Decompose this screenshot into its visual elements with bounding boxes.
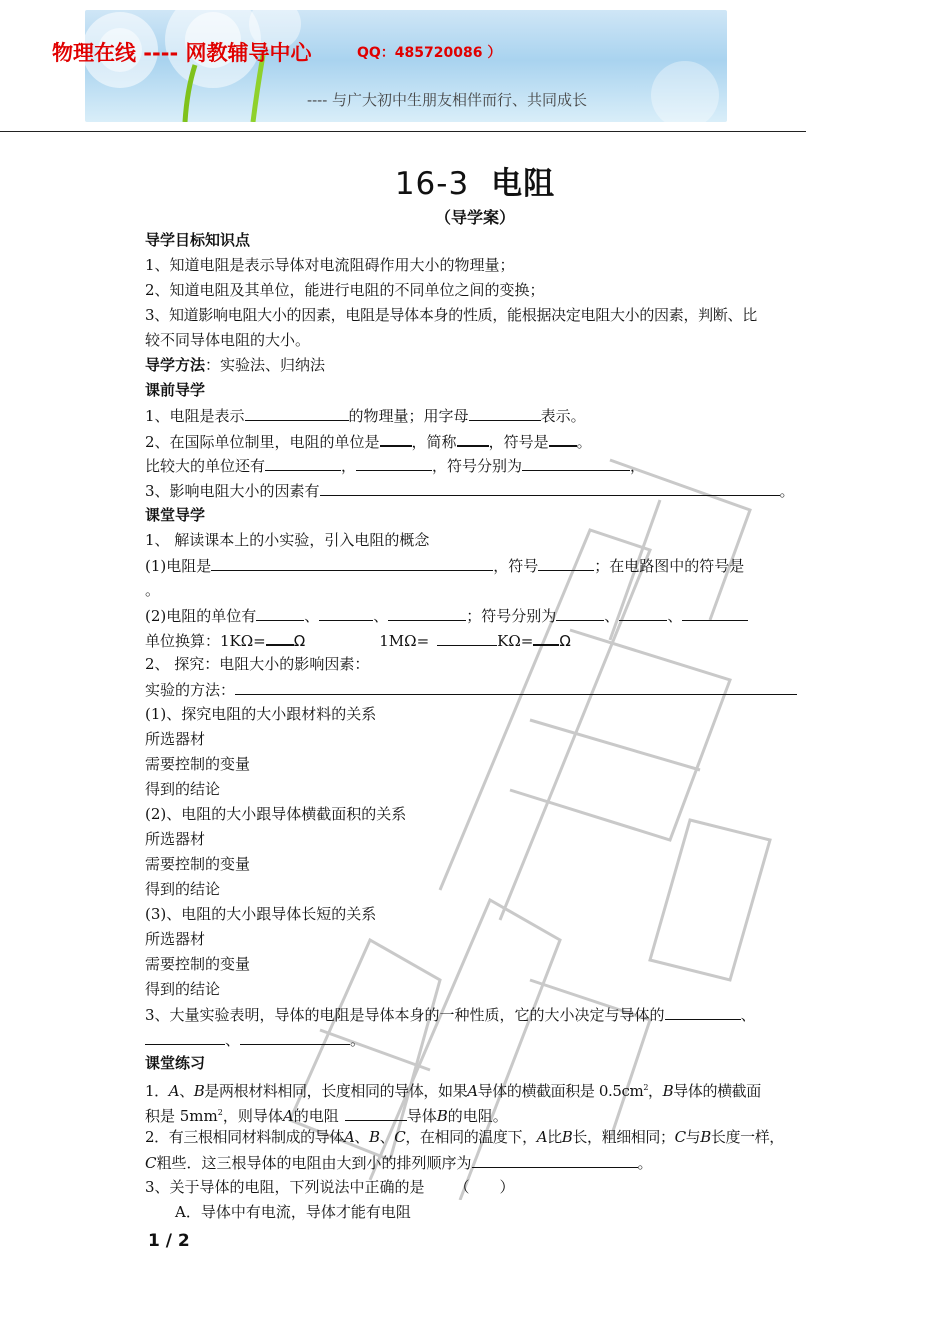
- exp-2-equip: 所选器材: [145, 830, 206, 848]
- blank[interactable]: [469, 405, 541, 421]
- p2-text: 比: [547, 1128, 562, 1146]
- var-a: A: [343, 1128, 355, 1146]
- p1-text: 导体的横截面: [673, 1082, 761, 1100]
- c1-2-text-a: (2)电阻的单位有: [145, 607, 257, 625]
- p3-text: 3、关于导体的电阻，下列说法中正确的是: [145, 1178, 425, 1196]
- blank[interactable]: [556, 605, 604, 621]
- sep: 、: [304, 607, 320, 625]
- blank[interactable]: [145, 1029, 225, 1045]
- method-line: [145, 355, 325, 375]
- var-b: B: [436, 1107, 448, 1125]
- p2-text: 2．有三根相同材料制成的导体: [145, 1128, 344, 1146]
- title-text: 电阻: [491, 166, 556, 202]
- c1-1-text-c: ；在电路图中的符号是: [594, 557, 745, 575]
- method-label: 导学方法: [145, 356, 206, 374]
- exp-2: (2)、电阻的大小跟导体横截面积的关系: [145, 805, 407, 823]
- pre-q2-cont: [145, 455, 645, 476]
- var-a: A: [282, 1107, 294, 1125]
- sup: 2: [217, 1108, 223, 1117]
- pre-q1-text-c: 表示。: [540, 407, 586, 425]
- blank[interactable]: [472, 1152, 638, 1168]
- exp-1: (1)、探究电阻的大小跟材料的关系: [145, 705, 377, 723]
- class-q1-2: [145, 605, 748, 626]
- p2-text: 长度一样，: [710, 1128, 784, 1146]
- exp-3-equip: 所选器材: [145, 930, 206, 948]
- var-a: A: [168, 1082, 180, 1100]
- p1-text: ，则导体: [222, 1107, 283, 1125]
- p1-text: 1．: [145, 1082, 169, 1100]
- class-q1-1: [145, 555, 744, 576]
- blank[interactable]: [380, 430, 412, 447]
- pre-q2-text-f: ，: [341, 457, 357, 475]
- goal-3: 3、知道影响电阻大小的因素，电阻是导体本身的性质，能根据决定电阻大小的因素，判断、比: [145, 306, 757, 324]
- p2-text: 与: [685, 1128, 701, 1146]
- goals-heading: 导学目标知识点: [145, 231, 251, 249]
- slogan: ---- 与广大初中生朋友相伴而行、共同成长: [307, 91, 588, 109]
- unit-text-a: 单位换算：1KΩ=: [145, 632, 266, 650]
- c2-method-label: 实验的方法：: [145, 681, 236, 699]
- method-text: ：实验法、归纳法: [205, 356, 326, 374]
- blank[interactable]: [356, 455, 432, 471]
- pre-q1-text-a: 1、电阻是表示: [145, 407, 245, 425]
- blank[interactable]: [256, 605, 304, 621]
- blank[interactable]: [522, 455, 630, 471]
- pre-q1-text-b: 的物理量；用字母: [348, 407, 469, 425]
- page-title: [0, 158, 950, 203]
- blank[interactable]: [245, 405, 349, 421]
- p2-text: 长，粗细相同；: [572, 1128, 675, 1146]
- goal-2: 2、知道电阻及其单位，能进行电阻的不同单位之间的变换；: [145, 281, 545, 299]
- pre-q3-text-a: 3、影响电阻大小的因素有: [145, 482, 320, 500]
- sup: 2: [643, 1083, 649, 1092]
- pre-q2-text-h: ，: [630, 457, 646, 475]
- p2-text: 、: [379, 1128, 395, 1146]
- blank[interactable]: [211, 555, 493, 571]
- p1-text: 、: [179, 1082, 194, 1100]
- practice-q3-option-a[interactable]: A．导体中有电流，导体才能有电阻: [175, 1203, 411, 1221]
- blank[interactable]: [549, 430, 577, 447]
- header-divider: [0, 131, 806, 132]
- unit-text-c: 1MΩ=: [379, 632, 430, 650]
- p1-text: 导体: [406, 1107, 437, 1125]
- practice-q2-cont: [145, 1152, 653, 1173]
- c3-text-d: 。: [350, 1031, 366, 1049]
- pre-heading: 课前导学: [145, 381, 206, 399]
- var-b: B: [561, 1128, 573, 1146]
- p2-text: 、: [354, 1128, 369, 1146]
- unit-text-d: KΩ=: [497, 632, 534, 650]
- c1-1-text-a: (1)电阻是: [145, 557, 212, 575]
- class-heading: 课堂导学: [145, 506, 206, 524]
- c1-1-text-b: ，符号: [493, 557, 539, 575]
- p2-text: 。: [637, 1154, 653, 1172]
- var-c: C: [145, 1154, 157, 1172]
- sep: 、: [667, 607, 683, 625]
- goal-3-cont: 较不同导体电阻的大小。: [145, 331, 311, 349]
- p1-text: 是两根材料相同，长度相同的导体，如果: [204, 1082, 468, 1100]
- var-b: B: [700, 1128, 711, 1146]
- blank[interactable]: [538, 555, 594, 571]
- qq-contact: QQ：485720086 ）: [357, 45, 502, 61]
- p3-answer-paren[interactable]: （ ）: [454, 1178, 515, 1196]
- pre-q2-text-g: ，符号分别为: [432, 457, 523, 475]
- class-q1-1-end: 。: [145, 581, 161, 599]
- pre-q2-text-e: 比较大的单位还有: [145, 457, 266, 475]
- var-b: B: [193, 1082, 205, 1100]
- exp-3: (3)、电阻的大小跟导体长短的关系: [145, 905, 377, 923]
- exp-1-concl: 得到的结论: [145, 780, 221, 798]
- blank[interactable]: [320, 480, 780, 496]
- brand-title: 物理在线 ---- 网教辅导中心: [52, 41, 312, 65]
- exp-1-vars: 需要控制的变量: [145, 755, 251, 773]
- p1-text: ，: [648, 1082, 663, 1100]
- var-b: B: [369, 1128, 380, 1146]
- class-q3: [145, 1004, 756, 1025]
- exp-3-vars: 需要控制的变量: [145, 955, 251, 973]
- method-line-2: [145, 679, 797, 700]
- class-q1: 1、 解读课本上的小实验，引入电阻的概念: [145, 531, 430, 549]
- class-q3-cont: [145, 1029, 365, 1050]
- p1-text: 导体的横截面积是 0.5cm: [477, 1082, 644, 1100]
- blank[interactable]: [240, 1029, 350, 1045]
- sep: 、: [604, 607, 620, 625]
- p1-text: 的电阻: [293, 1107, 339, 1125]
- var-c: C: [674, 1128, 686, 1146]
- var-a: A: [536, 1128, 548, 1146]
- pre-q2-text-c: ，符号是: [488, 433, 549, 451]
- pre-q3: [145, 480, 795, 501]
- p2-text: ，在相同的温度下，: [405, 1128, 537, 1146]
- exp-2-concl: 得到的结论: [145, 880, 221, 898]
- var-a: A: [467, 1082, 478, 1100]
- unit-text-b: Ω: [293, 632, 306, 650]
- c3-text-b: 、: [740, 1006, 756, 1024]
- blank[interactable]: [457, 430, 489, 447]
- blank[interactable]: [665, 1004, 741, 1020]
- exp-2-vars: 需要控制的变量: [145, 855, 251, 873]
- exp-3-concl: 得到的结论: [145, 980, 221, 998]
- blank[interactable]: [265, 455, 341, 471]
- exp-1-equip: 所选器材: [145, 730, 206, 748]
- page-subtitle: （导学案）: [434, 208, 515, 227]
- pre-q2: [145, 430, 592, 452]
- c3-text-c: 、: [225, 1031, 241, 1049]
- pre-q2-text-a: 2、在国际单位制里，电阻的单位是: [145, 433, 380, 451]
- class-q2: 2、 探究：电阻大小的影响因素：: [145, 655, 370, 673]
- pre-q2-text-b: ，简称: [411, 433, 457, 451]
- pre-q1: [145, 405, 586, 426]
- goal-1: 1、知道电阻是表示导体对电流阻碍作用大小的物理量；: [145, 256, 515, 274]
- blank[interactable]: [319, 605, 373, 621]
- p2-text: 粗些．这三根导体的电阻由大到小的排列顺序为: [156, 1154, 472, 1172]
- blank[interactable]: [437, 630, 497, 646]
- practice-q1-cont: [145, 1103, 508, 1126]
- practice-heading: 课堂练习: [145, 1054, 206, 1072]
- c1-2-text-b: ；符号分别为: [466, 607, 557, 625]
- sep: 、: [373, 607, 389, 625]
- unit-conversion: [145, 629, 571, 651]
- blank[interactable]: [533, 629, 559, 646]
- blank[interactable]: [345, 1105, 407, 1121]
- blank[interactable]: [388, 605, 466, 621]
- blank[interactable]: [266, 629, 294, 646]
- unit-text-e: Ω: [559, 632, 571, 650]
- practice-q3: [145, 1177, 515, 1197]
- blank[interactable]: [682, 605, 748, 621]
- title-number: 16-3: [394, 166, 470, 202]
- blank[interactable]: [619, 605, 667, 621]
- p1-text: 的电阻。: [447, 1107, 508, 1125]
- var-c: C: [394, 1128, 406, 1146]
- c3-text-a: 3、大量实验表明，导体的电阻是导体本身的一种性质，它的大小决定与导体的: [145, 1006, 665, 1024]
- practice-q1: [145, 1078, 761, 1101]
- practice-q2: [145, 1127, 784, 1147]
- blank[interactable]: [235, 679, 797, 695]
- p1-text: 积是 5mm: [145, 1107, 218, 1125]
- pre-q3-text-b: 。: [779, 482, 795, 500]
- var-b: B: [662, 1082, 674, 1100]
- page-number: 1 / 2: [148, 1231, 190, 1251]
- pre-q2-text-d: 。: [576, 433, 592, 451]
